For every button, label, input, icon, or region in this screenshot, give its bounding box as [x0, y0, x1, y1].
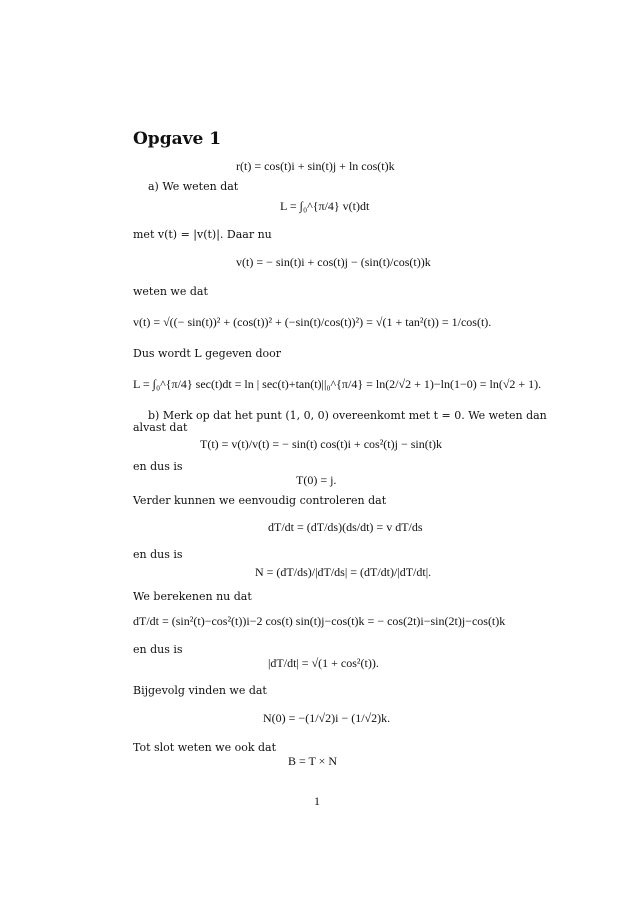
section-title: Opgave 1 [133, 129, 222, 149]
text-endus-2: en dus is [133, 548, 183, 561]
text-totslot: Tot slot weten we ook dat [133, 741, 277, 754]
text-b1: b) Merk op dat het punt (1, 0, 0) overeenkomt met t = 0. We weten dan [148, 409, 547, 422]
text-endus-3: en dus is [133, 643, 183, 656]
equation-L: L = ∫₀^{π/4} v(t)dt [280, 199, 370, 213]
equation-T: T(t) = v(t)/v(t) = − sin(t) cos(t)i + cos²(t)j − sin(t)k [200, 437, 443, 451]
text-endus-1: en dus is [133, 460, 183, 473]
equation-T0: T(0) = j. [296, 473, 337, 487]
text-bijgevolg: Bijgevolg vinden we dat [133, 684, 267, 697]
text-weten: weten we dat [133, 285, 208, 298]
text-met: met v(t) = |v(t)|. Daar nu [133, 228, 272, 241]
equation-N0: N(0) = −(1/√2)i − (1/√2)k. [263, 711, 391, 725]
equation-norm-dTdt: |dT/dt| = √(1 + cos²(t)). [268, 656, 379, 670]
equation-v-magnitude: v(t) = √((− sin(t))² + (cos(t))² + (−sin(t)/cos(t))²) = √(1 + tan²(t)) = 1/cos(t). [133, 315, 492, 329]
equation-dTdt: dT/dt = (dT/ds)(ds/dt) = v dT/ds [268, 520, 423, 534]
page-number: 1 [314, 794, 320, 808]
equation-N: N = (dT/ds)/|dT/ds| = (dT/dt)/|dT/dt|. [255, 565, 432, 579]
text-dus: Dus wordt L gegeven door [133, 347, 282, 360]
equation-dTdt-expanded: dT/dt = (sin²(t)−cos²(t))i−2 cos(t) sin(t)j−cos(t)k = − cos(2t)i−sin(2t)j−cos(t)k [133, 614, 506, 628]
text-a: a) We weten dat [148, 180, 239, 193]
text-berekenen: We berekenen nu dat [133, 590, 252, 603]
equation-v-vector: v(t) = − sin(t)i + cos(t)j − (sin(t)/cos(t))k [236, 255, 431, 269]
text-verder: Verder kunnen we eenvoudig controleren dat [133, 494, 387, 507]
text-b2: alvast dat [133, 421, 188, 434]
equation-L-result: L = ∫₀^{π/4} sec(t)dt = ln | sec(t)+tan(t)||₀^{π/4} = ln(2/√2 + 1)−ln(1−0) = ln(√2 + 1). [133, 377, 542, 391]
equation-r: r(t) = cos(t)i + sin(t)j + ln cos(t)k [236, 159, 395, 173]
equation-B: B = T × N [288, 754, 338, 768]
